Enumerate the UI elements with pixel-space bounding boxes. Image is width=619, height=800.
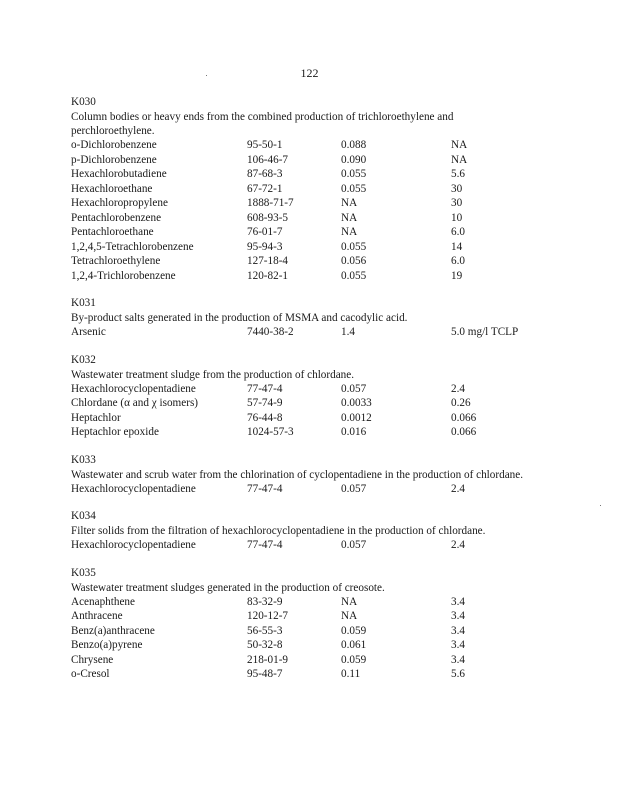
constituent-name: Hexachloroethane [71,182,153,195]
constituent-name: Anthracene [71,610,123,622]
cas-number: 127-18-4 [247,255,289,267]
wastewater-standard: 0.11 [341,668,361,680]
nonwastewater-standard: 2.4 [451,382,465,395]
wastewater-standard: 0.0033 [341,397,372,409]
constituent-row [71,182,541,197]
constituent-name: Hexachlorocyclopentadiene [71,482,196,495]
wastewater-standard: 0.059 [341,624,367,637]
constituent-name: o-Dichlorobenzene [71,139,157,151]
wastewater-standard: 1.4 [341,326,355,338]
cas-number: 87-68-3 [247,168,283,180]
constituent-name: Pentachlorobenzene [71,211,162,224]
constituent-name: Acenaphthene [71,595,135,608]
nonwastewater-standard: 10 [451,211,463,224]
nonwastewater-standard: 30 [451,197,463,209]
constituent-row [71,595,541,610]
constituent-name: Benzo(a)pyrene [71,639,143,651]
constituent-row [71,482,541,497]
scan-speck [206,75,207,76]
constituent-name: Tetrachloroethylene [71,255,161,267]
waste-section-k032 [71,353,541,440]
cas-number: 95-48-7 [247,668,283,680]
constituent-name: Hexachlorocyclopentadiene [71,382,196,395]
constituent-row [71,269,541,284]
scan-speck [600,505,601,506]
constituent-row [71,425,541,440]
wastewater-standard: NA [341,610,358,622]
constituent-row [71,196,541,211]
waste-code-listing [71,95,541,695]
wastewater-standard: 0.059 [341,653,367,666]
constituent-name: p-Dichlorobenzene [71,153,157,166]
waste-code: K030 [71,96,96,108]
cas-number: 95-50-1 [247,139,283,151]
cas-number: 1888-71-7 [247,197,294,209]
cas-number: 83-32-9 [247,595,283,608]
constituent-name: Hexachloropropylene [71,197,168,209]
constituent-name: Hexachlorobutadiene [71,168,167,180]
waste-code: K035 [71,566,96,579]
nonwastewater-standard: 2.4 [451,539,465,551]
waste-code: K034 [71,510,96,522]
constituent-row [71,638,541,653]
nonwastewater-standard: 3.4 [451,639,465,651]
wastewater-standard: 0.090 [341,153,367,166]
waste-code: K032 [71,353,96,366]
waste-code: K031 [71,297,96,309]
wastewater-standard: 0.055 [341,168,367,180]
wastewater-standard: 0.088 [341,139,367,151]
nonwastewater-standard: 6.0 [451,255,465,267]
cas-number: 77-47-4 [247,539,283,551]
nonwastewater-standard: 3.4 [451,595,465,608]
nonwastewater-standard: NA [451,139,468,151]
wastewater-standard: NA [341,197,358,209]
constituent-row [71,225,541,240]
cas-number: 67-72-1 [247,182,283,195]
constituent-row [71,153,541,168]
constituent-row [71,667,541,682]
constituent-row [71,624,541,639]
cas-number: 56-55-3 [247,624,283,637]
constituent-name: o-Cresol [71,668,110,680]
nonwastewater-standard: 19 [451,269,463,282]
constituent-name: Heptachlor [71,411,121,424]
constituent-row [71,167,541,182]
constituent-row [71,254,541,269]
constituent-name: Benz(a)anthracene [71,624,155,637]
cas-number: 57-74-9 [247,397,283,409]
constituent-name: Hexachlorocyclopentadiene [71,539,196,551]
nonwastewater-standard: 2.4 [451,482,465,495]
nonwastewater-standard: 5.0 mg/l TCLP [451,326,519,338]
cas-number: 95-94-3 [247,240,283,253]
cas-number: 76-44-8 [247,411,283,424]
nonwastewater-standard: 6.0 [451,226,465,238]
nonwastewater-standard: 5.6 [451,668,465,680]
cas-number: 50-32-8 [247,639,283,651]
cas-number: 76-01-7 [247,226,283,238]
nonwastewater-standard: 0.066 [451,411,477,424]
waste-description: Wastewater treatment sludges generated in the production of creosote. [71,581,385,594]
wastewater-standard: 0.057 [341,539,367,551]
cas-number: 120-12-7 [247,610,289,622]
nonwastewater-standard: 5.6 [451,168,465,180]
nonwastewater-standard: NA [451,153,468,166]
constituent-row [71,411,541,426]
wastewater-standard: NA [341,226,358,238]
waste-description: By-product salts generated in the production of MSMA and cacodylic acid. [71,312,408,324]
cas-number: 218-01-9 [247,653,289,666]
constituent-row [71,325,541,340]
constituent-row [71,382,541,397]
wastewater-standard: 0.057 [341,382,367,395]
wastewater-standard: 0.055 [341,269,367,282]
waste-section-k031 [71,296,541,340]
waste-description: Column bodies or heavy ends from the combined production of trichloroethylene and perchloroethylene. [71,111,454,137]
nonwastewater-standard: 3.4 [451,624,465,637]
cas-number: 77-47-4 [247,482,283,495]
wastewater-standard: 0.055 [341,240,367,253]
constituent-row [71,396,541,411]
wastewater-standard: NA [341,211,358,224]
waste-section-k030 [71,95,541,283]
waste-code: K033 [71,453,96,466]
constituent-row [71,211,541,226]
waste-description: Wastewater treatment sludge from the production of chlordane. [71,368,355,381]
nonwastewater-standard: 30 [451,182,463,195]
cas-number: 120-82-1 [247,269,289,282]
nonwastewater-standard: 14 [451,240,463,253]
constituent-name: 1,2,4-Trichlorobenzene [71,269,176,282]
page-number: 122 [300,66,319,80]
wastewater-standard: 0.057 [341,482,367,495]
cas-number: 106-46-7 [247,153,289,166]
constituent-name: 1,2,4,5-Tetrachlorobenzene [71,240,194,253]
constituent-name: Pentachloroethane [71,226,154,238]
nonwastewater-standard: 0.066 [451,426,477,438]
wastewater-standard: 0.0012 [341,411,372,424]
wastewater-standard: 0.061 [341,639,367,651]
cas-number: 77-47-4 [247,382,283,395]
waste-section-k034 [71,509,541,553]
constituent-name: Chlordane (α and χ isomers) [71,397,199,409]
nonwastewater-standard: 0.26 [451,397,471,409]
waste-section-k033 [71,453,541,497]
constituent-name: Arsenic [71,326,106,338]
nonwastewater-standard: 3.4 [451,653,465,666]
constituent-row [71,538,541,553]
waste-description: Filter solids from the filtration of hexachlorocyclopentadiene in the production of chlordane. [71,525,486,537]
wastewater-standard: NA [341,595,358,608]
wastewater-standard: 0.016 [341,426,367,438]
cas-number: 1024-57-3 [247,426,294,438]
constituent-name: Heptachlor epoxide [71,426,159,438]
constituent-name: Chrysene [71,653,114,666]
cas-number: 608-93-5 [247,211,289,224]
constituent-row [71,609,541,624]
waste-description: Wastewater and scrub water from the chlorination of cyclopentadiene in the production of chlordane. [71,468,524,481]
constituent-row [71,653,541,668]
wastewater-standard: 0.056 [341,255,367,267]
wastewater-standard: 0.055 [341,182,367,195]
constituent-row [71,138,541,153]
constituent-row [71,240,541,255]
nonwastewater-standard: 3.4 [451,610,465,622]
cas-number: 7440-38-2 [247,326,294,338]
waste-section-k035 [71,566,541,682]
